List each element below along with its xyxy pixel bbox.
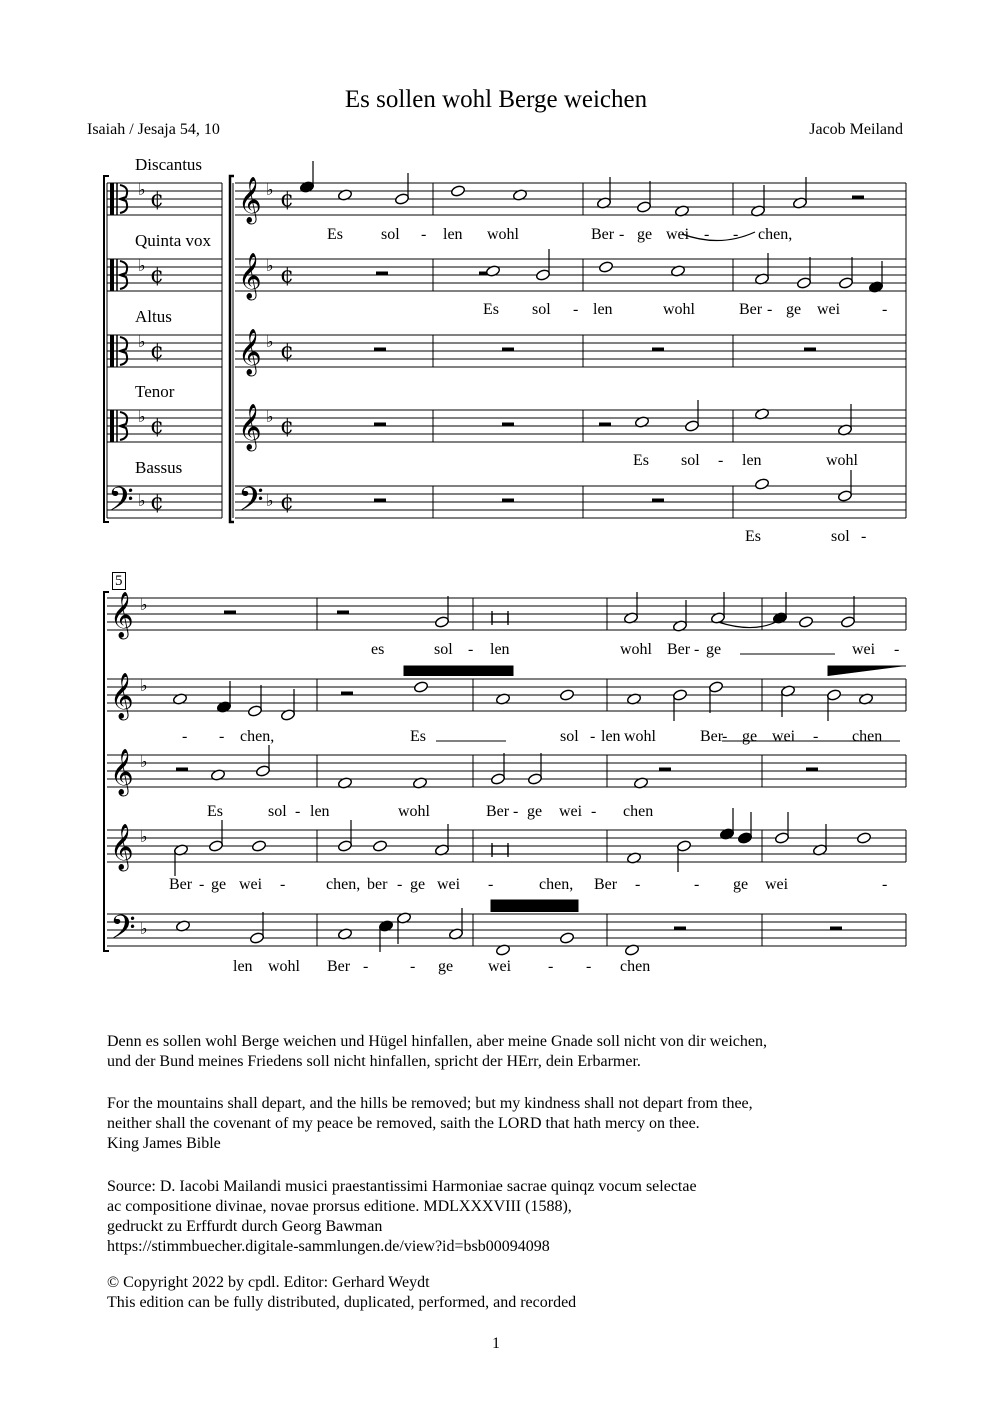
note-breve [492, 846, 508, 854]
lyric-syllable: len [593, 301, 613, 318]
c-clef [110, 183, 114, 215]
rest [502, 348, 514, 352]
lyric-syllable: sol [560, 728, 579, 745]
rest [224, 611, 236, 615]
lyric-syllable: ge [438, 958, 454, 975]
tie [718, 620, 780, 628]
lyric-syllable: chen, [758, 226, 793, 243]
note-head [337, 840, 352, 853]
lyric-syllable: - [468, 641, 474, 658]
lyric-syllable: wohl [624, 728, 656, 745]
note-head [208, 840, 223, 853]
lyric-syllable: ge [410, 876, 426, 893]
note-head [450, 185, 465, 198]
lyric-syllable: - [767, 301, 773, 318]
rest [674, 927, 686, 931]
lyric-syllable: len [233, 958, 253, 975]
voice-name-discantus: Discantus [135, 155, 203, 174]
lyric-syllable: wohl [398, 803, 430, 820]
lyric-syllable: chen [623, 803, 654, 820]
time-signature: ¢ [150, 414, 164, 439]
note-head [798, 616, 813, 629]
lyric-syllable: chen, [539, 876, 574, 893]
note-head [247, 705, 262, 718]
lyric-syllable: - [488, 876, 494, 893]
voice-name-altus: Altus [135, 307, 172, 326]
bible-attribution: King James Bible [107, 1135, 221, 1152]
lyric-syllable: chen, [326, 876, 361, 893]
page-title: Es sollen wohl Berge weichen [344, 86, 648, 113]
english-line-2: neither shall the covenant of my peace be removed, saith the LORD that hath mercy on thee. [107, 1115, 700, 1132]
note-head [856, 832, 871, 845]
time-signature: ¢ [150, 187, 164, 212]
lyric-syllable: chen, [240, 728, 275, 745]
note-head [434, 616, 449, 629]
lyric-syllable: wohl [268, 958, 300, 975]
voice-name-tenor: Tenor [135, 382, 175, 401]
rest [652, 348, 664, 352]
lyric-syllable: - [718, 452, 724, 469]
lyric-syllable: - [619, 226, 625, 243]
rest [852, 196, 864, 200]
lyric-syllable: - [573, 301, 579, 318]
copyright-line-1: © Copyright 2022 by cpdl. Editor: Gerhard Weydt [107, 1274, 430, 1291]
lyric-syllable: - [882, 876, 888, 893]
lyric-syllable: wei [488, 958, 512, 975]
flat-sign: ♭ [138, 407, 146, 426]
bass-clef: 𝄢 [238, 481, 264, 527]
page-number: 1 [492, 1335, 500, 1352]
note-head [840, 616, 855, 629]
note-head [838, 277, 853, 290]
bass-clef: 𝄢 [110, 909, 136, 955]
time-signature: ¢ [280, 187, 294, 212]
lyric-syllable: - [722, 728, 728, 745]
tie [682, 232, 755, 241]
treble-clef: 𝄞 [238, 329, 262, 375]
note-head [372, 840, 387, 853]
lyric-syllable: - [861, 528, 867, 545]
time-signature: ¢ [280, 414, 294, 439]
english-text [107, 1094, 753, 1154]
lyric-syllable: wei [852, 641, 876, 658]
lyric-syllable: Ber [169, 876, 193, 893]
english-line-1: For the mountains shall depart, and the hills be removed; but my kindness shall not depart from thee, [107, 1095, 753, 1112]
german-line-2: und der Bund meines Friedens soll nicht hinfallen, spricht der HErr, dein Erbarmer. [107, 1053, 641, 1070]
lyric-syllable: Ber [667, 641, 691, 658]
flat-sign: ♭ [138, 491, 146, 510]
lyric-syllable: ge [742, 728, 758, 745]
note-head [672, 689, 687, 702]
lyric-syllable: ge [733, 876, 749, 893]
lyric-syllable: - [295, 803, 301, 820]
scripture-reference: Isaiah / Jesaja 54, 10 [87, 121, 220, 138]
note-head [684, 420, 699, 433]
lyric-syllable: ge [211, 876, 227, 893]
rest [502, 499, 514, 503]
rest [374, 348, 386, 352]
source-line-3: gedruckt zu Erffurdt durch Georg Bawman [107, 1218, 383, 1235]
lyric-syllable: wohl [487, 226, 519, 243]
lyric-syllable: - [591, 803, 597, 820]
lyric-syllable: Ber [327, 958, 351, 975]
rest [830, 927, 842, 931]
flat-sign: ♭ [266, 491, 274, 510]
treble-clef: 𝄞 [110, 749, 134, 795]
ligature-bracket [404, 666, 513, 676]
rest [659, 768, 671, 772]
treble-clef: 𝄞 [110, 673, 134, 719]
lyric-syllable: ge [527, 803, 543, 820]
lyric-syllable: ge [786, 301, 802, 318]
lyric-syllable: chen [620, 958, 651, 975]
lyric-syllable: - [410, 958, 416, 975]
lyric-syllable: wei [666, 226, 690, 243]
lyric-syllable: wei [817, 301, 841, 318]
lyric-syllable: - [363, 958, 369, 975]
lyric-syllable: sol [831, 528, 850, 545]
note-head [754, 478, 769, 491]
lyric-syllable: wei [765, 876, 789, 893]
note-head [708, 681, 723, 694]
note-head [774, 832, 789, 845]
flat-sign: ♭ [138, 180, 146, 199]
lyric-syllable: len [742, 452, 762, 469]
lyric-syllable: - [182, 728, 188, 745]
note-head [249, 932, 264, 945]
flat-sign: ♭ [266, 332, 274, 351]
note-head [413, 681, 428, 694]
flat-sign: ♭ [138, 332, 146, 351]
flat-sign: ♭ [140, 752, 148, 771]
lyric-syllable: Ber [486, 803, 510, 820]
note-head [255, 765, 270, 778]
source-line-1: Source: D. Iacobi Mailandi musici praestantissimi Harmoniae sacrae quinqz vocum selectae [107, 1178, 697, 1195]
lyric-syllable: - [694, 641, 700, 658]
lyric-syllable: len [490, 641, 510, 658]
source-line-2: ac compositione divinae, novae prorsus editione. MDLXXXVIII (1588), [107, 1198, 572, 1215]
lyric-syllable: sol [381, 226, 400, 243]
lyric-syllable: ge [637, 226, 653, 243]
lyric-syllable: Es [483, 301, 499, 318]
lyric-syllable: wohl [663, 301, 695, 318]
german-line-1: Denn es sollen wohl Berge weichen und Hügel hinfallen, aber meine Gnade soll nicht von dir weichen, [107, 1033, 767, 1050]
rest [652, 499, 664, 503]
lyric-syllable: - [548, 958, 554, 975]
lyric-syllable: - [586, 958, 592, 975]
note-head [636, 201, 651, 214]
lyric-syllable: Ber [591, 226, 615, 243]
note-head [598, 261, 613, 274]
lyric-syllable: - [219, 728, 225, 745]
rest [804, 348, 816, 352]
german-text [107, 1032, 767, 1072]
flat-sign: ♭ [140, 919, 148, 938]
composer: Jacob Meiland [809, 121, 903, 138]
flat-sign: ♭ [266, 256, 274, 275]
lyric-syllable: - [199, 876, 205, 893]
lyric-syllable: - [421, 226, 427, 243]
lyric-syllable: - [882, 301, 888, 318]
voice-name-quinta: Quinta vox [135, 231, 212, 250]
time-signature: ¢ [280, 263, 294, 288]
lyric-syllable: sol [434, 641, 453, 658]
voice-name-bassus: Bassus [135, 458, 183, 477]
lyric-syllable: Ber [739, 301, 763, 318]
flat-sign: ♭ [140, 595, 148, 614]
source-text [107, 1177, 697, 1257]
lyric-syllable: - [704, 226, 710, 243]
lyric-syllable: sol [681, 452, 700, 469]
treble-clef: 𝄞 [238, 404, 262, 450]
note-head [837, 490, 852, 503]
note-head [251, 840, 266, 853]
treble-clef: 𝄞 [110, 824, 134, 870]
lyric-syllable: Es [410, 728, 426, 745]
note-head [826, 689, 841, 702]
rest [806, 768, 818, 772]
time-signature: ¢ [150, 339, 164, 364]
measure-number: 5 [112, 572, 126, 590]
c-clef [110, 259, 114, 291]
rest [374, 499, 386, 503]
lyric-syllable: Es [207, 803, 223, 820]
lyric-syllable: sol [532, 301, 551, 318]
lyric-syllable: sol [268, 803, 287, 820]
lyric-syllable: Es [633, 452, 649, 469]
source-url: https://stimmbuecher.digitale-sammlungen.de/view?id=bsb00094098 [107, 1238, 550, 1255]
lyric-syllable: - [894, 641, 900, 658]
rest [376, 272, 388, 276]
time-signature: ¢ [150, 263, 164, 288]
treble-clef: 𝄞 [238, 253, 262, 299]
note-head [394, 193, 409, 206]
treble-clef: 𝄞 [110, 592, 134, 638]
lyric-syllable: - [635, 876, 641, 893]
lyric-syllable: len [443, 226, 463, 243]
lyric-syllable: - [813, 728, 819, 745]
note-head [535, 269, 550, 282]
lyric-syllable: wei [559, 803, 583, 820]
rest [374, 423, 386, 427]
time-signature: ¢ [150, 490, 164, 515]
lyric-syllable: ge [706, 641, 722, 658]
lyric-syllable: wei [437, 876, 461, 893]
lyric-syllable: wei [239, 876, 263, 893]
lyric-syllable: ber [367, 876, 388, 893]
flat-sign: ♭ [140, 676, 148, 695]
copyright-text [107, 1273, 576, 1313]
note-head [490, 773, 505, 786]
treble-clef: 𝄞 [238, 177, 262, 223]
lyric-syllable: wohl [620, 641, 652, 658]
flat-sign: ♭ [138, 256, 146, 275]
lyric-syllable: wohl [826, 452, 858, 469]
rest [337, 611, 349, 615]
lyric-syllable: wei [772, 728, 796, 745]
lyric-syllable: - [280, 876, 286, 893]
note-breve [492, 614, 508, 622]
time-signature: ¢ [280, 490, 294, 515]
lyric-syllable: Ber [594, 876, 618, 893]
rest [341, 692, 353, 696]
lyric-syllable: - [397, 876, 403, 893]
ligature-bracket [828, 666, 906, 676]
lyric-syllable: chen [852, 728, 883, 745]
lyric-syllable: - [590, 728, 596, 745]
note-head [527, 773, 542, 786]
note-head [676, 840, 691, 853]
flat-sign: ♭ [266, 180, 274, 199]
copyright-line-2: This edition can be fully distributed, duplicated, performed, and recorded [107, 1294, 577, 1311]
lyric-syllable: - [733, 226, 739, 243]
lyric-syllable: - [694, 876, 700, 893]
c-clef [110, 335, 114, 367]
flat-sign: ♭ [140, 827, 148, 846]
lyric-syllable: Es [327, 226, 343, 243]
ligature-bracket [491, 900, 578, 912]
lyric-syllable: - [513, 803, 519, 820]
lyric-syllable: Es [745, 528, 761, 545]
note-head [796, 277, 811, 290]
lyric-syllable: Ber [700, 728, 724, 745]
note-head [737, 832, 752, 845]
c-clef [110, 410, 114, 442]
time-signature: ¢ [280, 339, 294, 364]
rest [176, 768, 188, 772]
lyric-syllable: es [371, 641, 385, 658]
note-head [559, 689, 574, 702]
note-head [559, 932, 574, 945]
flat-sign: ♭ [266, 407, 274, 426]
rest [599, 423, 611, 427]
lyric-syllable: len [310, 803, 330, 820]
rest [502, 423, 514, 427]
bass-clef: 𝄢 [108, 481, 134, 527]
lyric-syllable: len [601, 728, 621, 745]
